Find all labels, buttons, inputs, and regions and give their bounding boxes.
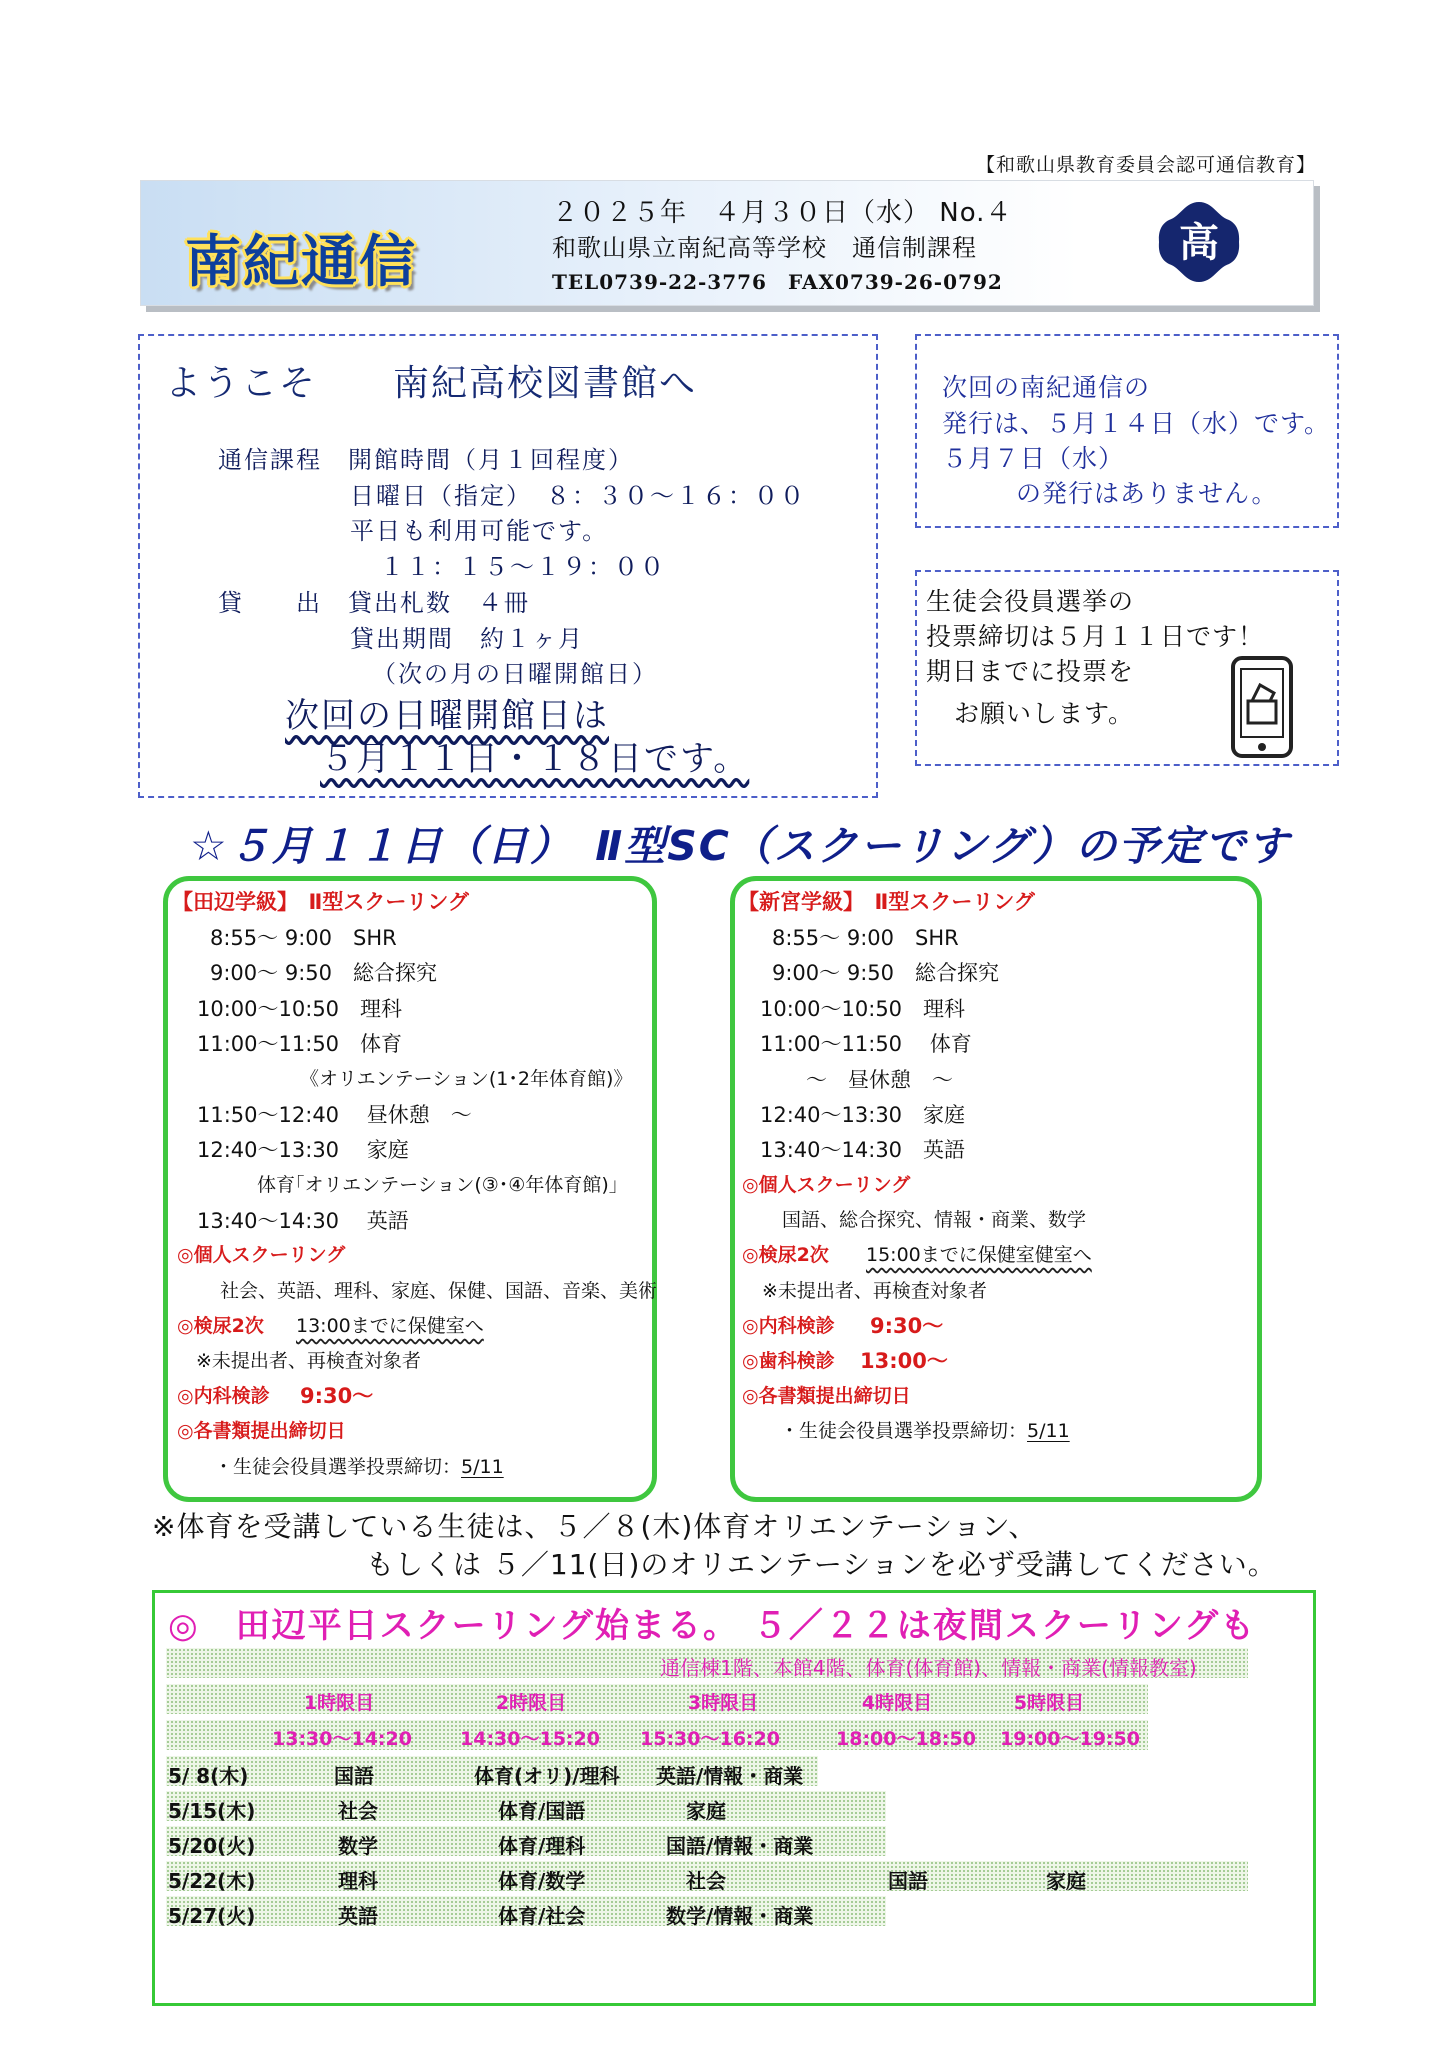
issue-date: ２０２５年 ４月３０日（水） No.４ xyxy=(552,198,1013,228)
tanabe-row: 9:00～ 9:50 総合探究 xyxy=(210,961,437,985)
shingu-medical-time: 9:30～ xyxy=(870,1314,944,1338)
library-loan-count: 貸 出 貸出札数 ４冊 xyxy=(218,589,530,617)
tanabe-row: 13:40～14:30 英語 xyxy=(197,1209,409,1233)
row-date: 5/22(木) xyxy=(168,1869,256,1893)
library-hours-label: 通信課程 開館時間（月１回程度） xyxy=(218,446,634,474)
election-line-4: お願いします。 xyxy=(954,699,1135,728)
school-name: 和歌山県立南紀高等学校 通信制課程 xyxy=(552,234,977,262)
tanabe-row: 8:55～ 9:00 SHR xyxy=(210,926,397,950)
shingu-urine-note: ※未提出者、再検査対象者 xyxy=(762,1280,987,1302)
period-3: 3時限目 xyxy=(687,1692,759,1714)
library-weekday-note: 平日も利用可能です。 xyxy=(350,517,609,545)
time-3: 15:30～16:20 xyxy=(640,1728,780,1750)
time-2: 14:30～15:20 xyxy=(460,1728,600,1750)
time-5: 19:00～19:50 xyxy=(1000,1728,1140,1750)
row-cell: 理科 xyxy=(338,1869,378,1893)
tanabe-urine-label: ◎検尿2次 xyxy=(177,1315,264,1337)
shingu-dental-label: ◎歯科検診 xyxy=(742,1350,835,1372)
row-cell: 体育/理科 xyxy=(498,1834,586,1858)
row-cell: 国語/情報・商業 xyxy=(666,1834,814,1858)
library-sunday-hours: 日曜日（指定） ８：３０～１６：００ xyxy=(350,482,806,510)
tanabe-row: 12:40～13:30 家庭 xyxy=(197,1138,409,1162)
shingu-docs-date: 5/11 xyxy=(1027,1420,1070,1442)
period-5: 5時限目 xyxy=(1013,1692,1085,1714)
shingu-row: 10:00～10:50 理科 xyxy=(760,997,966,1021)
row-cell: 社会 xyxy=(686,1869,726,1893)
next-issue-line-4: の発行はありません。 xyxy=(1016,479,1278,508)
tanabe-individual-title: ◎個人スクーリング xyxy=(177,1244,346,1266)
shingu-title: 【新宮学級】 Ⅱ型スクーリング xyxy=(738,890,1035,914)
period-1: 1時限目 xyxy=(303,1692,375,1714)
row-cell: 家庭 xyxy=(1046,1869,1086,1893)
row-cell: 数学 xyxy=(338,1834,378,1858)
tanabe-title: 【田辺学級】 Ⅱ型スクーリング xyxy=(172,890,469,914)
shingu-docs-item: ・生徒会役員選挙投票締切：5/11 xyxy=(780,1420,1070,1442)
row-cell: 体育/社会 xyxy=(498,1904,586,1928)
row-cell: 英語/情報・商業 xyxy=(656,1764,804,1788)
tagline: 【和歌山県教育委員会認可通信教育】 xyxy=(975,154,1316,176)
tanabe-docs-date: 5/11 xyxy=(461,1456,504,1478)
schooling-heading: ☆５月１１日（日） Ⅱ型SC（スクーリング）の予定です xyxy=(190,822,1291,870)
row-date: 5/20(火) xyxy=(168,1834,256,1858)
tanabe-row: 11:00～11:50 体育 xyxy=(197,1032,403,1056)
tanabe-docs-item: ・生徒会役員選挙投票締切：5/11 xyxy=(214,1456,504,1478)
shingu-row: 13:40～14:30 英語 xyxy=(760,1138,966,1162)
library-title: ようこそ 南紀高校図書館へ xyxy=(165,363,698,404)
shingu-medical-label: ◎内科検診 xyxy=(742,1315,835,1337)
row-cell: 数学/情報・商業 xyxy=(666,1904,814,1928)
election-line-3: 期日までに投票を xyxy=(926,657,1135,686)
tanabe-docs-title: ◎各書類提出締切日 xyxy=(177,1420,346,1442)
library-weekday-hours: １１：１５～１９：００ xyxy=(380,553,666,581)
shingu-row: 12:40～13:30 家庭 xyxy=(760,1103,966,1127)
shingu-row: 11:00～11:50 体育 xyxy=(760,1032,972,1056)
weekday-places: 通信棟1階、本館4階、体育(体育館)、情報・商業(情報教室) xyxy=(660,1656,1197,1680)
library-loan-note: （次の月の日曜開館日） xyxy=(372,660,658,688)
row-date: 5/ 8(木) xyxy=(168,1764,249,1788)
shingu-row: ～ 昼休憩 ～ xyxy=(806,1068,953,1092)
row-cell: 英語 xyxy=(338,1904,378,1928)
library-loan-period: 貸出期間 約１ヶ月 xyxy=(350,625,584,653)
row-cell: 社会 xyxy=(338,1799,378,1823)
row-date: 5/27(火) xyxy=(168,1904,256,1928)
shingu-urine-time: 15:00までに保健室健室へ xyxy=(866,1244,1092,1266)
contact-info: TEL0739-22-3776 FAX0739-26-0792 xyxy=(552,270,1003,294)
weekday-title: ◎ 田辺平日スクーリング始まる。 ５／２２は夜間スクーリングも xyxy=(168,1606,1257,1646)
shingu-urine-label: ◎検尿2次 xyxy=(742,1244,829,1266)
shingu-individual-subjects: 国語、総合探究、情報・商業、数学 xyxy=(782,1209,1087,1231)
row-cell: 体育/国語 xyxy=(498,1799,586,1823)
pe-note-2: もしくは ５／11(日)のオリエンテーションを必ず受講してください。 xyxy=(366,1548,1277,1581)
tanabe-medical-label: ◎内科検診 xyxy=(177,1385,270,1407)
row-cell: 体育/数学 xyxy=(498,1869,586,1893)
shingu-dental-time: 13:00～ xyxy=(860,1349,948,1373)
library-next-open-2: ５月１１日・１８日です。 xyxy=(320,739,750,779)
row-cell: 家庭 xyxy=(686,1799,726,1823)
shingu-individual-title: ◎個人スクーリング xyxy=(742,1174,911,1196)
tanabe-row: 10:00～10:50 理科 xyxy=(197,997,403,1021)
crest-char: 高 xyxy=(1179,220,1219,266)
tanabe-medical-time: 9:30～ xyxy=(300,1384,374,1408)
time-1: 13:30～14:20 xyxy=(272,1728,412,1750)
shingu-docs-title: ◎各書類提出締切日 xyxy=(742,1385,911,1407)
next-issue-line-2: 発行は、５月１４日（水）です。 xyxy=(942,409,1331,438)
row-cell: 国語 xyxy=(888,1869,928,1893)
next-issue-line-1: 次回の南紀通信の xyxy=(942,373,1151,402)
tanabe-individual-subjects: 社会、英語、理科、家庭、保健、国語、音楽、美術 xyxy=(220,1280,658,1302)
period-2: 2時限目 xyxy=(495,1692,567,1714)
smartphone-vote-icon xyxy=(1230,655,1294,759)
election-line-2: 投票締切は５月１１日です！ xyxy=(926,622,1265,651)
next-issue-line-3: ５月７日（水） xyxy=(942,444,1125,473)
shingu-row: 8:55～ 9:00 SHR xyxy=(772,926,959,950)
tanabe-urine-time: 13:00までに保健室へ xyxy=(296,1315,484,1337)
school-crest-icon xyxy=(1155,198,1243,286)
tanabe-urine-note: ※未提出者、再検査対象者 xyxy=(196,1350,421,1372)
row-cell: 国語 xyxy=(334,1764,374,1788)
newsletter-logo: 南紀通信 xyxy=(185,230,417,295)
tanabe-row: 11:50～12:40 昼休憩 ～ xyxy=(197,1103,472,1127)
pe-note-1: ※体育を受講している生徒は、５／８(木)体育オリエンテーション、 xyxy=(152,1510,1038,1543)
row-date: 5/15(木) xyxy=(168,1799,256,1823)
library-next-open-1: 次回の日曜開館日は xyxy=(285,696,609,736)
tanabe-row: 《オリエンテーション(1･2年体育館)》 xyxy=(300,1068,633,1090)
election-line-1: 生徒会役員選挙の xyxy=(926,587,1135,616)
shingu-row: 9:00～ 9:50 総合探究 xyxy=(772,961,999,985)
tanabe-row: 体育｢オリエンテーション(③･④年体育館)｣ xyxy=(257,1174,619,1196)
period-4: 4時限目 xyxy=(861,1692,933,1714)
row-cell: 体育(オリ)/理科 xyxy=(474,1764,620,1788)
time-4: 18:00～18:50 xyxy=(836,1728,976,1750)
